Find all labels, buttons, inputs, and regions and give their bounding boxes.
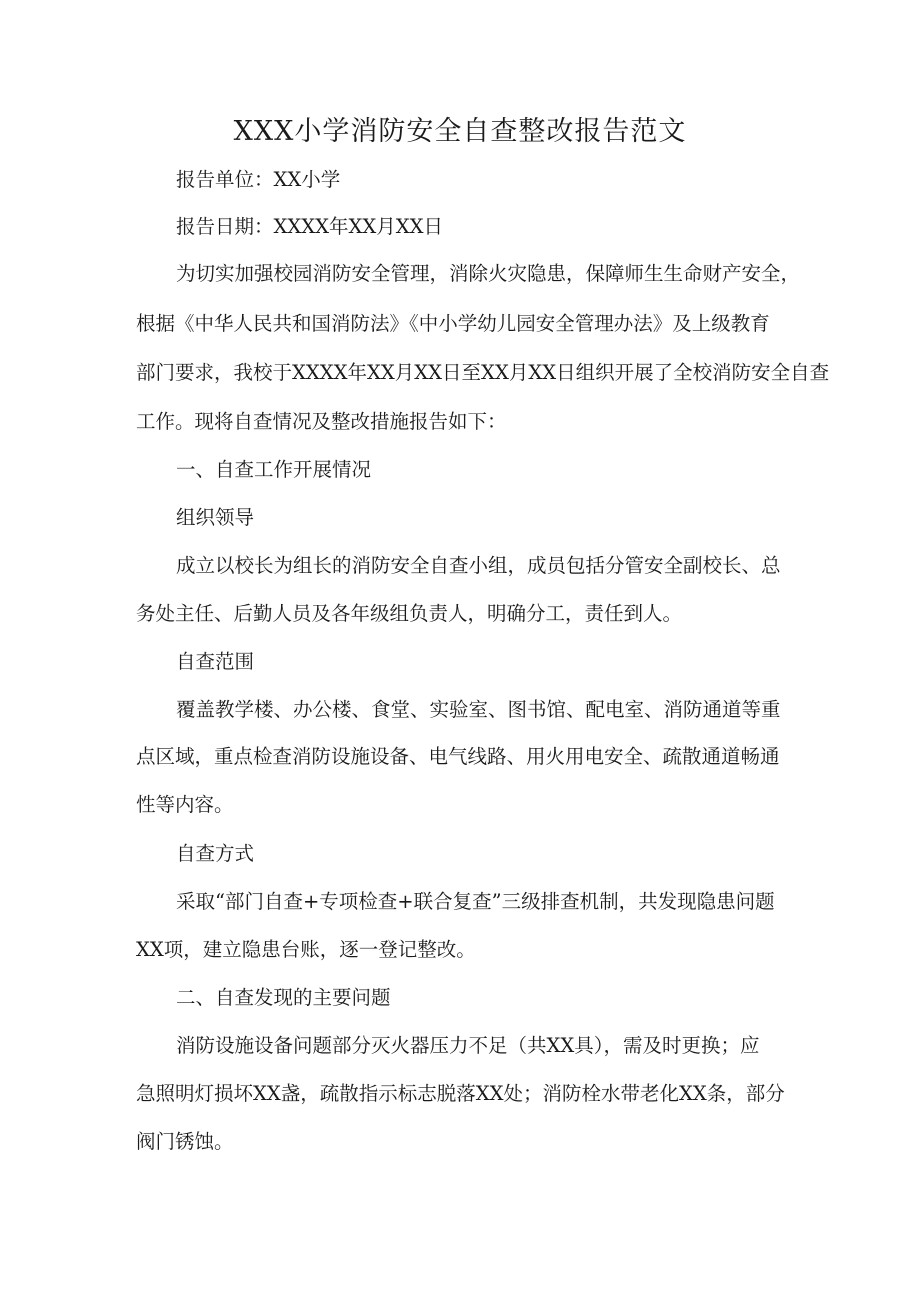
report-unit: 报告单位：XX小学 bbox=[176, 168, 341, 191]
org-text-line: 务处主任、后勤人员及各年级组负责人，明确分工，责任到人。 bbox=[136, 602, 683, 625]
document-title: XXX小学消防安全自查整改报告范文 bbox=[233, 116, 687, 147]
method-heading: 自查方式 bbox=[176, 842, 255, 865]
section2-heading: 二、自查发现的主要问题 bbox=[176, 986, 391, 1009]
org-heading: 组织领导 bbox=[176, 506, 255, 529]
section1-heading: 一、自查工作开展情况 bbox=[176, 458, 372, 481]
scope-text-line: 覆盖教学楼、办公楼、食堂、实验室、图书馆、配电室、消防通道等重 bbox=[176, 698, 781, 721]
intro-line: 工作。现将自查情况及整改措施报告如下： bbox=[136, 410, 507, 433]
problems-text-line: 阀门锈蚀。 bbox=[136, 1130, 234, 1153]
report-date: 报告日期：XXXX年XX月XX日 bbox=[176, 215, 444, 238]
org-text-line: 成立以校长为组长的消防安全自查小组，成员包括分管安全副校长、总 bbox=[176, 554, 781, 577]
intro-line: 为切实加强校园消防安全管理，消除火灾隐患，保障师生生命财产安全， bbox=[176, 262, 801, 285]
scope-heading: 自查范围 bbox=[176, 650, 255, 673]
scope-text-line: 点区域，重点检查消防设施设备、电气线路、用火用电安全、疏散通道畅通 bbox=[136, 745, 780, 768]
intro-line: 根据《中华人民共和国消防法》《中小学幼儿园安全管理办法》及上级教育 bbox=[136, 312, 770, 335]
method-text-line: XX项，建立隐患台账，逐一登记整改。 bbox=[136, 938, 476, 961]
scope-text-line: 性等内容。 bbox=[136, 793, 234, 816]
problems-text-line: 消防设施设备问题部分灭火器压力不足（共XX具），需及时更换；应 bbox=[176, 1034, 760, 1057]
method-text-line: 采取“部门自查+专项检查+联合复查”三级排查机制，共发现隐患问题 bbox=[176, 890, 775, 913]
problems-text-line: 急照明灯损坏XX盏，疏散指示标志脱落XX处；消防栓水带老化XX条，部分 bbox=[136, 1082, 785, 1105]
intro-line: 部门要求，我校于XXXX年XX月XX日至XX月XX日组织开展了全校消防安全自查 bbox=[136, 361, 830, 384]
